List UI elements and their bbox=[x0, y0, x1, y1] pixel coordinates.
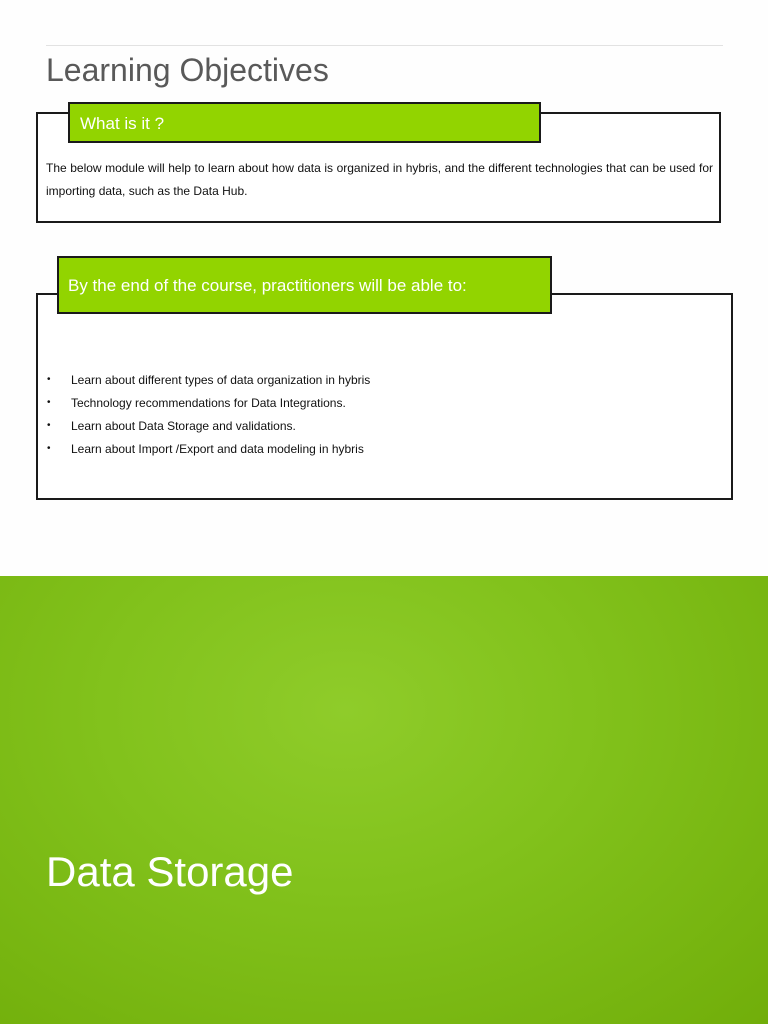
header-divider bbox=[46, 45, 723, 46]
list-item-text: Learn about Import /Export and data modeling in hybris bbox=[71, 442, 364, 456]
section-slide bbox=[0, 576, 768, 1024]
bullet-icon: • bbox=[47, 420, 51, 431]
bullet-icon: • bbox=[47, 374, 51, 385]
list-item-text: Learn about Data Storage and validations. bbox=[71, 419, 296, 433]
bullet-icon: • bbox=[47, 397, 51, 408]
list-item bbox=[44, 369, 370, 392]
list-item-text: Technology recommendations for Data Integrations. bbox=[71, 396, 346, 410]
list-item bbox=[44, 438, 370, 461]
outcomes-tag: By the end of the course, practitioners will be able to: bbox=[57, 256, 552, 314]
section-title: Data Storage bbox=[46, 848, 294, 895]
outcomes-list bbox=[44, 369, 370, 461]
what-is-it-tag: What is it ? bbox=[68, 102, 541, 143]
list-item-text: Learn about different types of data organization in hybris bbox=[71, 373, 371, 387]
page-title: Learning Objectives bbox=[46, 52, 329, 88]
module-description: The below module will help to learn about how data is organized in hybris, and the different technologies that can be used for importing data, such as the Data Hub. bbox=[46, 161, 713, 198]
list-item bbox=[44, 392, 370, 415]
bullet-icon: • bbox=[47, 443, 51, 454]
list-item bbox=[44, 415, 370, 438]
